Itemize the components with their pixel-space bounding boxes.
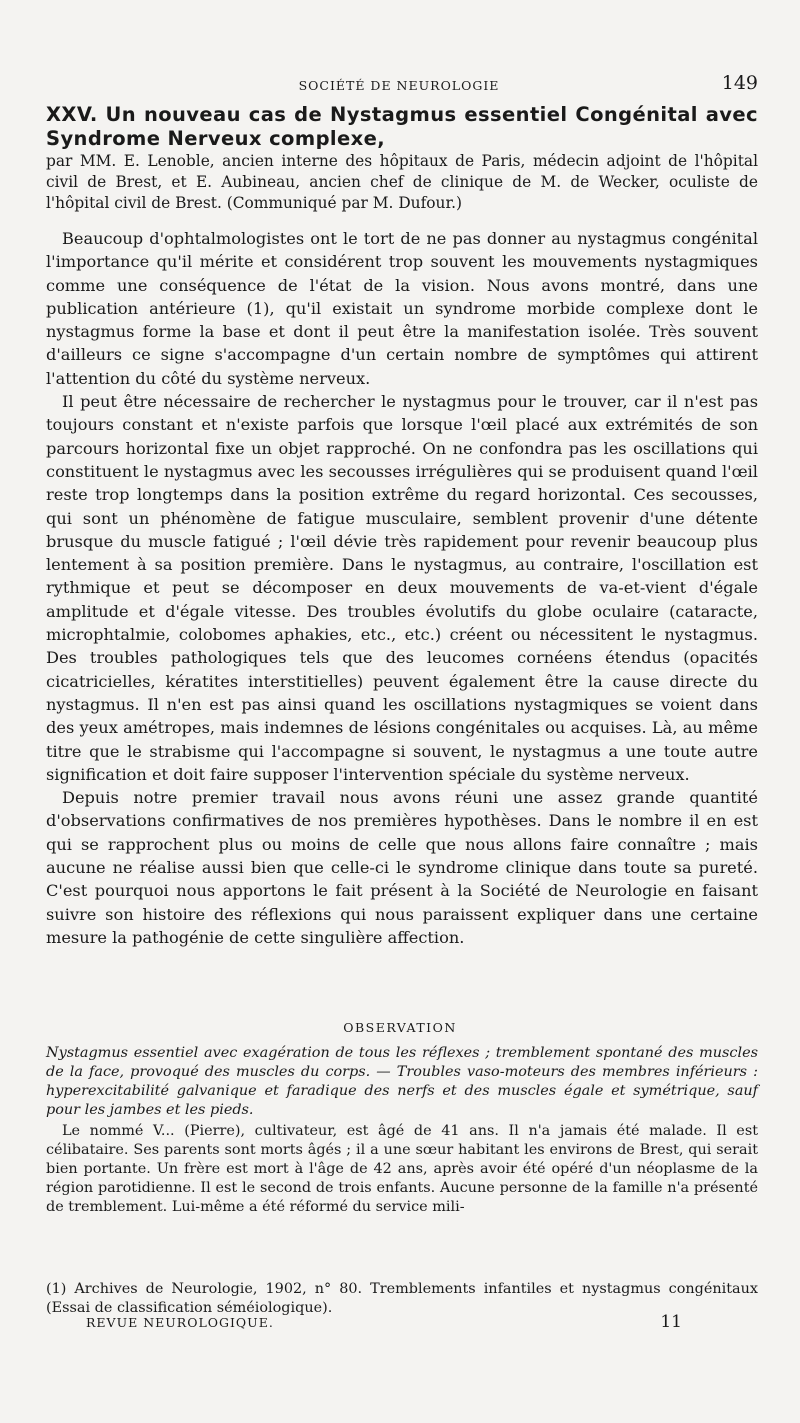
article-authors: par MM. E. Lenoble, ancien interne des hôpitaux de Paris, médecin adjoint de l'hôpital civil de Brest, et E. Aubineau, ancien chef de clinique de M. de Wecker, oculiste de l'hôpital civil de Brest. (Communiqué par M. Dufour.) (46, 152, 758, 212)
footer-journal: REVUE NEUROLOGIQUE. (86, 1315, 274, 1330)
footnote: (1) Archives de Neurologie, 1902, n° 80. Tremblements infantiles et nystagmus congénitaux (Essai de classification séméiologique). (46, 1281, 758, 1316)
observation-summary: Nystagmus essentiel avec exagération de tous les réflexes ; tremblement spontané des muscles de la face, provoqué des muscles du corps. — Troubles vaso-moteurs des membres inférieurs : hyperexcitabilité galvanique et faradique des nerfs et des muscles égale et symétrique, sauf pour les jambes et les pieds. (46, 1045, 758, 1118)
observation-heading: OBSERVATION (343, 1020, 457, 1035)
article-body (46, 227, 758, 949)
observation-block (46, 1044, 758, 1217)
body-paragraph: Beaucoup d'ophtalmologistes ont le tort de ne pas donner au nystagmus congénital l'importance qu'il mérite et considérent trop souvent les mouvements nystagmiques comme une conséquence de l'état de la vision. Nous avons montré, dans une publication antérieure (1), qu'il existait un syndrome morbide complexe dont le nystagmus forme la base et dont il peut être la manifestation isolée. Très souvent d'ailleurs ce signe s'accompagne d'un certain nombre de symptômes qui attirent l'attention du côté du système nerveux. (46, 229, 758, 388)
body-paragraph: Depuis notre premier travail nous avons réuni une assez grande quantité d'observations confirmatives de nos premières hypothèses. Dans le nombre il en est qui se rapprochent plus ou moins de celle que nous allons faire connaître ; mais aucune ne réalise aussi bien que celle-ci le syndrome clinique dans toute sa pureté. C'est pourquoi nous apportons le fait présent à la Société de Neurologie en faisant suivre son histoire des réflexions qui nous paraissent expliquer dans une certaine mesure la pathogénie de cette singulière affection. (46, 788, 758, 947)
page-number: 149 (721, 72, 758, 94)
article-title: XXV. Un nouveau cas de Nystagmus essentiel Congénital avec Syndrome Nerveux complexe, (46, 103, 758, 150)
body-paragraph: Il peut être nécessaire de rechercher le nystagmus pour le trouver, car il n'est pas toujours constant et n'existe parfois que lorsque l'œil placé aux extrémités de son parcours horizontal fixe un objet rapproché. On ne confondra pas les oscillations qui constituent le nystagmus avec les secousses irrégulières qui se produisent quand l'œil reste trop longtemps dans la position extrême du regard horizontal. Ces secousses, qui sont un phénomène de fatigue musculaire, semblent provenir d'une détente brusque du muscle fatigué ; l'œil dévie très rapidement pour revenir beaucoup plus lentement à sa position première. Dans le nystagmus, au contraire, l'oscillation est rythmique et peut se décomposer en deux mouvements de va-et-vient d'égale amplitude et d'égale vitesse. Des troubles évolutifs du globe oculaire (cataracte, microphtalmie, colobomes aphakies, etc., etc.) créent ou nécessitent le nystagmus. Des troubles pathologiques tels que des leucomes cornéens étendus (opacités cicatricielles, kératites interstitielles) peuvent également être la cause directe du nystagmus. Il n'en est pas ainsi quand les oscillations nystagmiques se voient dans des yeux amétropes, mais indemnes de lésions congénitales ou acquises. Là, au même titre que le strabisme qui l'accompagne si souvent, le nystagmus a une toute autre signification et doit faire supposer l'intervention spéciale du système nerveux. (46, 392, 758, 784)
observation-text: Le nommé V... (Pierre), cultivateur, est âgé de 41 ans. Il n'a jamais été malade. Il est célibataire. Ses parents sont morts âgés ; il a une sœur habitant les environs de Brest, qui serait bien portante. Un frère est mort à l'âge de 42 ans, après avoir été opéré d'un néoplasme de la région parotidienne. Il est le second de trois enfants. Aucune personne de la famille n'a présenté de tremblement. Lui-même a été réformé du service mili- (46, 1123, 758, 1215)
article-heading (46, 103, 758, 214)
running-head (40, 72, 758, 98)
running-title: SOCIÉTÉ DE NEUROLOGIE (298, 78, 500, 93)
footer-signature: 11 (660, 1312, 682, 1332)
